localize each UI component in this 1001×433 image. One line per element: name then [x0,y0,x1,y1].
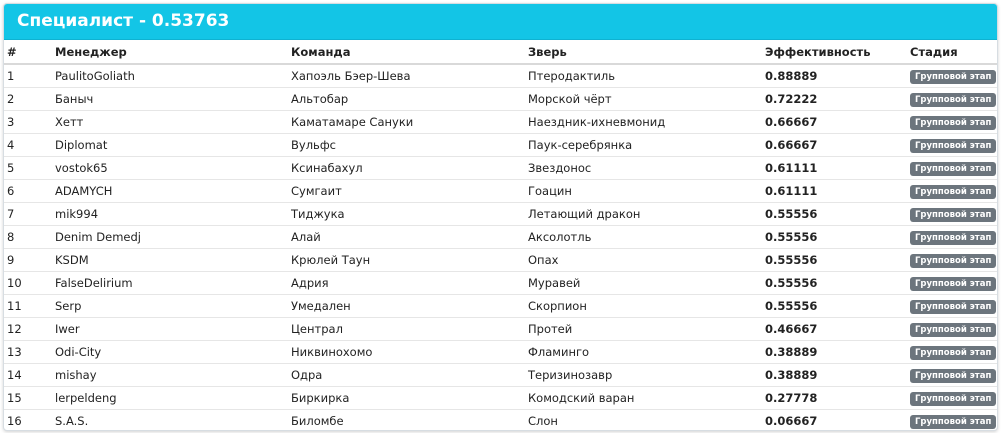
column-header-beast: Зверь [525,40,762,64]
row-number: 6 [4,180,52,203]
beast-name: Слон [525,410,762,432]
row-number: 2 [4,88,52,111]
manager-name: FalseDelirium [52,272,288,295]
beast-name: Звездонос [525,157,762,180]
stage-badge: Групповой этап [910,139,996,153]
table-row [4,318,997,341]
stage-badge: Групповой этап [910,392,996,406]
efficiency-value: 0.55556 [762,203,907,226]
column-header-number: # [4,40,52,64]
stage-cell [907,249,997,272]
efficiency-value: 0.55556 [762,226,907,249]
team-name: Вульфс [288,134,525,157]
stage-badge: Групповой этап [910,162,996,176]
manager-name: Odi-City [52,341,288,364]
team-name: Сумгаит [288,180,525,203]
manager-name: Serp [52,295,288,318]
stage-badge: Групповой этап [910,369,996,383]
stage-badge: Групповой этап [910,208,996,222]
team-name: Централ [288,318,525,341]
manager-name: ADAMYCH [52,180,288,203]
efficiency-value: 0.55556 [762,295,907,318]
stage-badge: Групповой этап [910,231,996,245]
stage-badge: Групповой этап [910,116,996,130]
row-number: 15 [4,387,52,410]
manager-name: KSDM [52,249,288,272]
team-name: Альтобар [288,88,525,111]
efficiency-value: 0.38889 [762,341,907,364]
team-name: Умедален [288,295,525,318]
manager-name: Хетт [52,111,288,134]
team-name: Одра [288,364,525,387]
team-name: Адрия [288,272,525,295]
stage-badge: Групповой этап [910,70,996,84]
stage-cell [907,226,997,249]
team-name: Крюлей Таун [288,249,525,272]
row-number: 12 [4,318,52,341]
team-name: Хапоэль Бэер-Шева [288,64,525,88]
column-header-team: Команда [288,40,525,64]
stage-cell [907,180,997,203]
beast-name: Теризинозавр [525,364,762,387]
stage-cell [907,341,997,364]
table-row [4,387,997,410]
stage-cell [907,203,997,226]
beast-name: Наездник-ихневмонид [525,111,762,134]
efficiency-value: 0.88889 [762,64,907,88]
efficiency-value: 0.72222 [762,88,907,111]
table-row [4,180,997,203]
beast-name: Паук-серебрянка [525,134,762,157]
team-name: Тиджука [288,203,525,226]
row-number: 8 [4,226,52,249]
manager-name: S.A.S. [52,410,288,432]
stage-badge: Групповой этап [910,300,996,314]
column-header-efficiency: Эффективность [762,40,907,64]
efficiency-value: 0.46667 [762,318,907,341]
column-header-manager: Менеджер [52,40,288,64]
efficiency-value: 0.38889 [762,364,907,387]
efficiency-value: 0.55556 [762,249,907,272]
row-number: 14 [4,364,52,387]
beast-name: Аксолотль [525,226,762,249]
stage-badge: Групповой этап [910,93,996,107]
efficiency-value: 0.61111 [762,157,907,180]
table-row [4,364,997,387]
team-name: Ксинабахул [288,157,525,180]
row-number: 11 [4,295,52,318]
table-row [4,64,997,88]
stage-cell [907,410,997,432]
row-number: 1 [4,64,52,88]
table-header-row [4,40,997,64]
team-name: Биломбе [288,410,525,432]
manager-name: mik994 [52,203,288,226]
table-row [4,295,997,318]
stage-badge: Групповой этап [910,415,996,429]
team-name: Никвинохомо [288,341,525,364]
column-header-stage: Стадия [907,40,997,64]
stage-cell [907,272,997,295]
beast-name: Гоацин [525,180,762,203]
beast-name: Птеродактиль [525,64,762,88]
manager-name: Баныч [52,88,288,111]
stage-cell [907,134,997,157]
stage-badge: Групповой этап [910,185,996,199]
manager-name: Diplomat [52,134,288,157]
row-number: 9 [4,249,52,272]
beast-name: Морской чёрт [525,88,762,111]
table-row [4,157,997,180]
row-number: 5 [4,157,52,180]
stage-badge: Групповой этап [910,346,996,360]
row-number: 13 [4,341,52,364]
table-row [4,134,997,157]
row-number: 4 [4,134,52,157]
stage-cell [907,387,997,410]
row-number: 16 [4,410,52,432]
row-number: 3 [4,111,52,134]
stage-badge: Групповой этап [910,277,996,291]
efficiency-value: 0.66667 [762,111,907,134]
stage-cell [907,157,997,180]
table-row [4,226,997,249]
table-row [4,88,997,111]
team-name: Биркирка [288,387,525,410]
manager-name: lerpeldeng [52,387,288,410]
table-row [4,341,997,364]
stage-badge: Групповой этап [910,323,996,337]
beast-name: Комодский варан [525,387,762,410]
manager-name: Denim Demedj [52,226,288,249]
row-number: 7 [4,203,52,226]
beast-name: Протей [525,318,762,341]
ranking-table [4,40,997,431]
beast-name: Опах [525,249,762,272]
manager-name: PaulitoGoliath [52,64,288,88]
stage-badge: Групповой этап [910,254,996,268]
ranking-card [3,3,998,431]
efficiency-value: 0.66667 [762,134,907,157]
beast-name: Муравей [525,272,762,295]
manager-name: mishay [52,364,288,387]
stage-cell [907,318,997,341]
table-row [4,111,997,134]
row-number: 10 [4,272,52,295]
beast-name: Скорпион [525,295,762,318]
beast-name: Фламинго [525,341,762,364]
stage-cell [907,295,997,318]
table-row [4,410,997,432]
table-row [4,249,997,272]
efficiency-value: 0.55556 [762,272,907,295]
table-row [4,203,997,226]
team-name: Алай [288,226,525,249]
manager-name: vostok65 [52,157,288,180]
table-row [4,272,997,295]
efficiency-value: 0.27778 [762,387,907,410]
team-name: Каматамаре Сануки [288,111,525,134]
stage-cell [907,364,997,387]
beast-name: Летающий дракон [525,203,762,226]
stage-cell [907,111,997,134]
stage-cell [907,88,997,111]
efficiency-value: 0.06667 [762,410,907,432]
efficiency-value: 0.61111 [762,180,907,203]
stage-cell [907,64,997,88]
manager-name: Iwer [52,318,288,341]
card-title: Специалист - 0.53763 [4,4,997,40]
